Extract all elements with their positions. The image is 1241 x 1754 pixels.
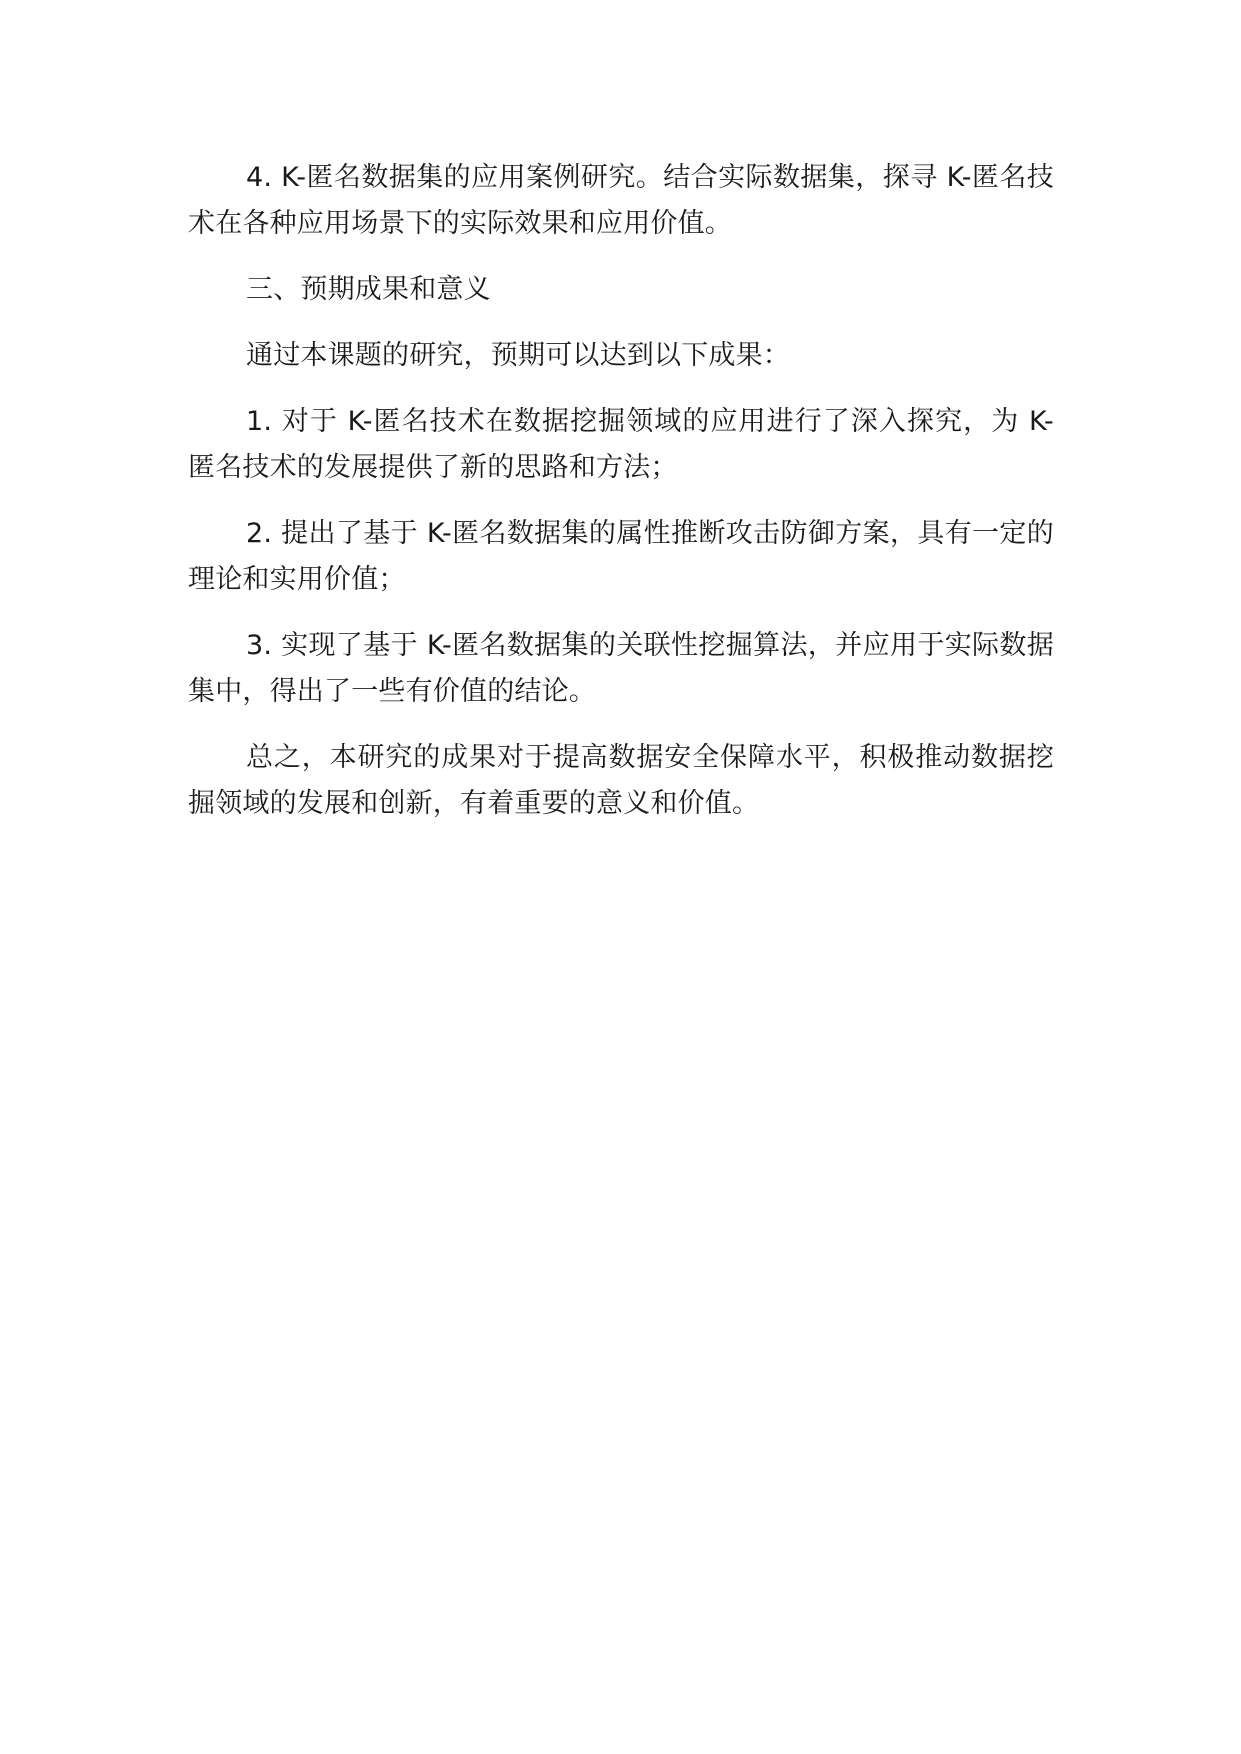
paragraph-research-item-4: 4. K-匿名数据集的应用案例研究。结合实际数据集，探寻 K-匿名技术在各种应用场景下的实际效果和应用价值。 xyxy=(188,162,1054,239)
paragraph-result-2: 2. 提出了基于 K-匿名数据集的属性推断攻击防御方案，具有一定的理论和实用价值； xyxy=(188,518,1054,595)
paragraph-result-1: 1. 对于 K-匿名技术在数据挖掘领域的应用进行了深入探究，为 K-匿名技术的发展提供了新的思路和方法； xyxy=(188,406,1054,483)
section-heading-expected-results: 三、预期成果和意义 xyxy=(246,274,491,305)
paragraph-conclusion: 总之，本研究的成果对于提高数据安全保障水平，积极推动数据挖掘领域的发展和创新，有着重要的意义和价值。 xyxy=(188,742,1054,819)
paragraph-result-3: 3. 实现了基于 K-匿名数据集的关联性挖掘算法，并应用于实际数据集中，得出了一些有价值的结论。 xyxy=(188,630,1054,707)
document-body xyxy=(188,155,1054,847)
paragraph-results-intro: 通过本课题的研究，预期可以达到以下成果： xyxy=(246,340,790,371)
